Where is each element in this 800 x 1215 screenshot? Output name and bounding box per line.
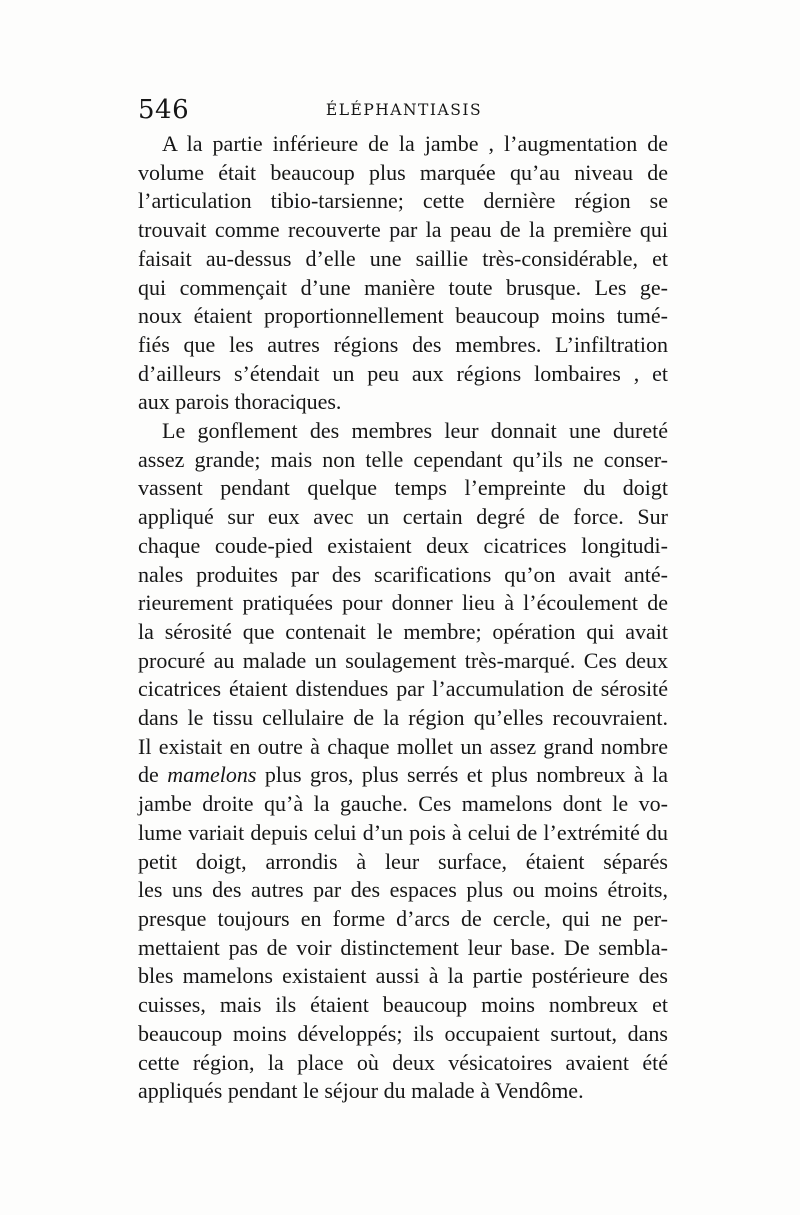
- text-line: presque toujours en forme d’arcs de cercle, qui ne per-: [138, 905, 668, 931]
- text-line-with-italic: [138, 761, 668, 790]
- text-line: procuré au malade un soulagement très-marqué. Ces deux: [138, 647, 668, 673]
- text-line: appliqué sur eux avec un certain degré de force. Sur: [138, 504, 668, 530]
- text-line: rieurement pratiquées pour donner lieu à l’écoulement de: [138, 590, 668, 616]
- text-line: trouvait comme recouverte par la peau de la première qui: [138, 217, 668, 243]
- text-line: volume était beaucoup plus marquée qu’au niveau de: [138, 159, 668, 185]
- text-line: cette région, la place où deux vésicatoires avaient été: [138, 1049, 668, 1075]
- text-segment: de: [138, 762, 168, 788]
- paragraph-1: [138, 130, 668, 417]
- text-line: petit doigt, arrondis à leur surface, étaient séparés: [138, 848, 668, 874]
- text-line: la sérosité que contenait le membre; opération qui avait: [138, 618, 668, 644]
- text-line: Il existait en outre à chaque mollet un assez grand nombre: [138, 733, 668, 759]
- text-line: nales produites par des scarifications qu’on avait anté-: [138, 561, 668, 587]
- italic-term: mamelons: [167, 762, 257, 788]
- text-line: Le gonflement des membres leur donnait une dureté: [162, 418, 668, 444]
- text-line: assez grande; mais non telle cependant qu’ils ne conser-: [138, 446, 668, 472]
- text-segment: plus gros, plus serrés et plus nombreux à la: [256, 762, 669, 788]
- text-line: cuisses, mais ils étaient beaucoup moins nombreux et: [138, 992, 668, 1018]
- text-line: lume variait depuis celui d’un pois à celui de l’extrémité du: [138, 819, 668, 845]
- running-title: ÉLÉPHANTIASIS: [325, 101, 483, 119]
- text-line: les uns des autres par des espaces plus ou moins étroits,: [138, 877, 668, 903]
- text-line: qui commençait d’une manière toute brusque. Les ge-: [138, 274, 668, 300]
- text-line: noux étaient proportionnellement beaucoup moins tumé-: [138, 303, 668, 329]
- text-line: jambe droite qu’à la gauche. Ces mamelons dont le vo-: [138, 791, 668, 817]
- text-line: appliqués pendant le séjour du malade à Vendôme.: [138, 1078, 584, 1104]
- text-line: bles mamelons existaient aussi à la partie postérieure des: [138, 963, 668, 989]
- paragraph-2: [138, 417, 668, 1106]
- text-line: beaucoup moins développés; ils occupaient surtout, dans: [138, 1020, 668, 1046]
- text-line: cicatrices étaient distendues par l’accumulation de sérosité: [138, 676, 668, 702]
- page-header: [138, 90, 670, 130]
- text-line: chaque coude-pied existaient deux cicatrices longitudi-: [138, 532, 668, 558]
- text-line: l’articulation tibio-tarsienne; cette dernière région se: [138, 188, 668, 214]
- body-text: [138, 130, 668, 1106]
- text-line: dans le tissu cellulaire de la région qu’elles recouvraient.: [138, 705, 668, 731]
- text-line: faisait au-dessus d’elle une saillie très-considérable, et: [138, 245, 668, 271]
- text-line: mettaient pas de voir distinctement leur base. De sembla-: [138, 934, 668, 960]
- text-line: fiés que les autres régions des membres. L’infiltration: [138, 331, 668, 357]
- text-line: vassent pendant quelque temps l’empreinte du doigt: [138, 475, 668, 501]
- text-line: aux parois thoraciques.: [138, 389, 342, 415]
- text-line: d’ailleurs s’étendait un peu aux régions lombaires , et: [138, 360, 668, 386]
- text-line: A la partie inférieure de la jambe , l’augmentation de: [162, 131, 668, 156]
- page-number: 546: [138, 95, 190, 125]
